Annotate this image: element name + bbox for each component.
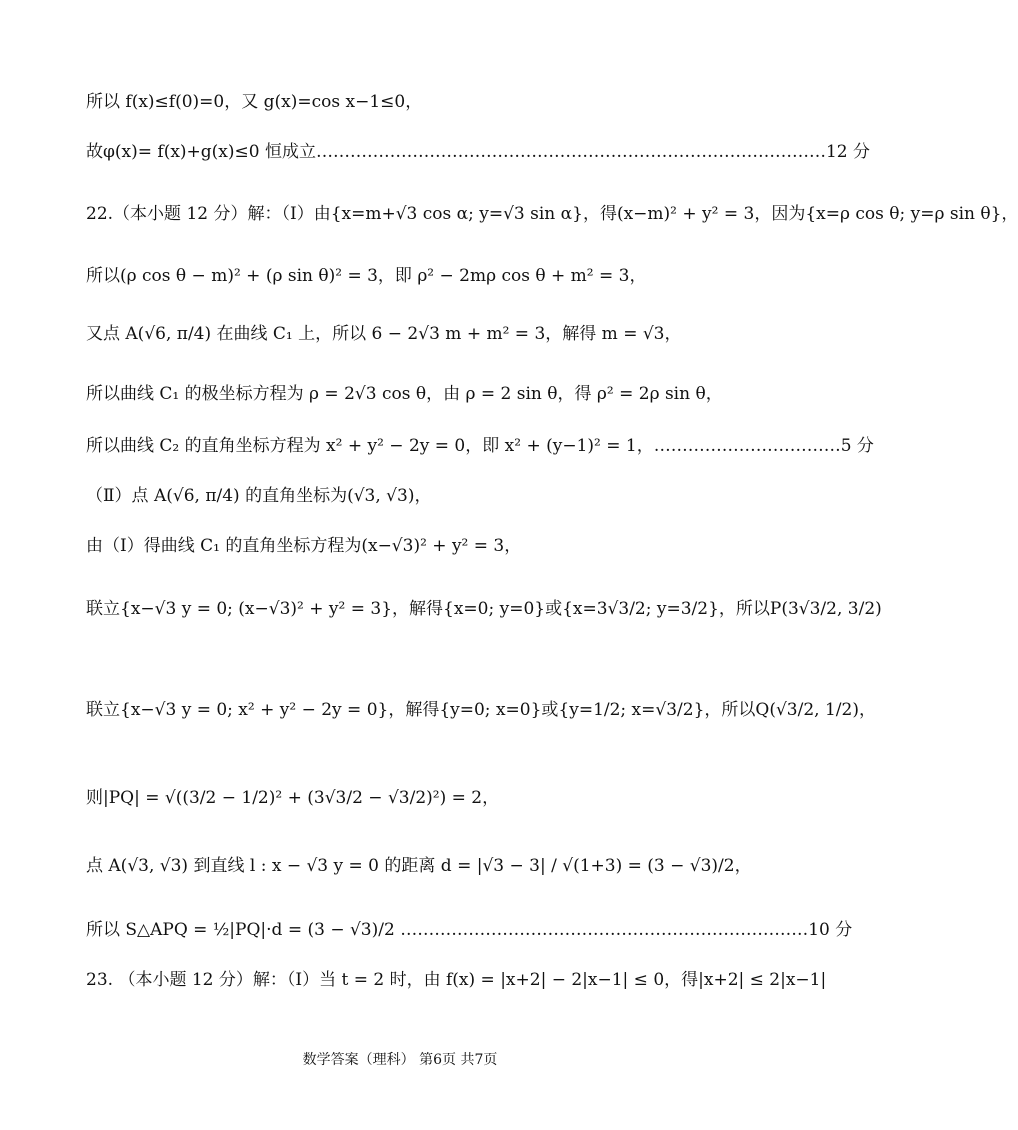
- text-line-5: 又点 A(√6, π/4) 在曲线 C₁ 上，所以 6 − 2√3 m + m² = 3，解得 m = √3，: [86, 324, 682, 344]
- text-line-15: 23. （本小题 12 分）解：（Ⅰ）当 t = 2 时，由 f(x) = |x+2| − 2|x−1| ≤ 0，得|x+2| ≤ 2|x−1|: [86, 970, 827, 990]
- page-footer: 数学答案（理科） 第6页 共7页: [302, 1052, 498, 1068]
- text-line-12: 则|PQ| = √((3/2 − 1/2)² + (3√3/2 − √3/2)²) = 2，: [86, 788, 500, 808]
- text-line-7: 所以曲线 C₂ 的直角坐标方程为 x² + y² − 2y = 0，即 x² + (y−1)² = 1，……………………………5 分: [86, 436, 874, 456]
- text-line-9: 由（Ⅰ）得曲线 C₁ 的直角坐标方程为(x−√3)² + y² = 3，: [86, 536, 522, 556]
- text-line-1: 所以 f(x)≤f(0)=0，又 g(x)=cos x−1≤0，: [86, 92, 423, 112]
- text-line-3: 22.（本小题 12 分）解：（Ⅰ）由{x=m+√3 cos α; y=√3 sin α}，得(x−m)² + y² = 3，因为{x=ρ cos θ; y=ρ sin θ}，: [86, 204, 1018, 224]
- text-line-13: 点 A(√3, √3) 到直线 l : x − √3 y = 0 的距离 d = |√3 − 3| / √(1+3) = (3 − √3)/2，: [86, 856, 752, 876]
- text-line-2: 故φ(x)= f(x)+g(x)≤0 恒成立………………………………………………………………………………12 分: [86, 142, 871, 162]
- text-line-6: 所以曲线 C₁ 的极坐标方程为 ρ = 2√3 cos θ，由 ρ = 2 sin θ，得 ρ² = 2ρ sin θ，: [86, 384, 723, 404]
- text-line-8: （Ⅱ）点 A(√6, π/4) 的直角坐标为(√3, √3)，: [86, 486, 432, 506]
- text-line-11: 联立{x−√3 y = 0; x² + y² − 2y = 0}，解得{y=0; x=0}或{y=1/2; x=√3/2}，所以Q(√3/2, 1/2)，: [86, 700, 876, 720]
- text-line-10: 联立{x−√3 y = 0; (x−√3)² + y² = 3}，解得{x=0; y=0}或{x=3√3/2; y=3/2}，所以P(3√3/2, 3/2): [86, 599, 882, 619]
- text-line-4: 所以(ρ cos θ − m)² + (ρ sin θ)² = 3，即 ρ² − 2mρ cos θ + m² = 3，: [86, 266, 647, 286]
- text-line-14: 所以 S△APQ = ½|PQ|·d = (3 − √3)/2 ………………………………………………………………10 分: [86, 920, 853, 940]
